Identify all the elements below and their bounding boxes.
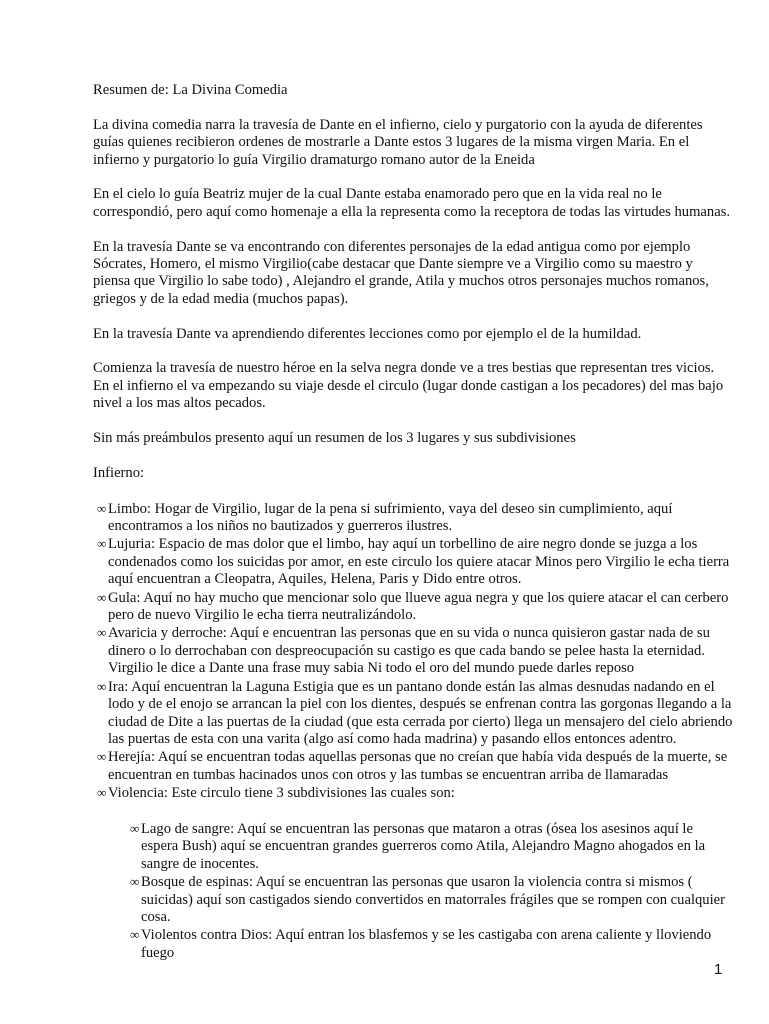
document-title: Resumen de: La Divina Comedia (93, 82, 288, 98)
paragraph-beatriz: En el cielo lo guía Beatriz mujer de la cual Dante estaba enamorado pero que en la vida real no le correspondió, pero aquí como homenaje a ella la representa como la receptora de todas las virtudes humanas. (93, 186, 731, 220)
infinity-bullet-icon: ∞ (97, 785, 107, 801)
paragraph-personajes: En la travesía Dante se va encontrando con diferentes personajes de la edad antigua como por ejemplo Sócrates, Homero, el mismo Virgilio(cabe destacar que Dante siempre ve a Virgilio como su maestro y piensa que Virgilio lo sabe todo) , Alejandro el grande, Atila y muchos otros personajes muchos romanos, griegos y de la edad media (muchos papas). (93, 238, 709, 307)
page-number: 1 (714, 961, 723, 978)
list-item-text: Limbo: Hogar de Virgilio, lugar de la pena si sufrimiento, vaya del deseo sin cumplimiento, aquí encontramos a los niños no bautizados y guerreros ilustres. (108, 500, 673, 535)
list-item-gula (97, 589, 733, 625)
infinity-bullet-icon: ∞ (97, 536, 107, 552)
list-item-text: Herejía: Aquí se encuentran todas aquellas personas que no creían que había vida después de la muerte, se encuentran en tumbas hacinados unos con otros y las tumbas se encuentran arriba de llamaradas (108, 749, 728, 783)
infinity-bullet-icon: ∞ (130, 820, 140, 836)
list-item-text: Avaricia y derroche: Aquí e encuentran las personas que en su vida o nunca quisieron gastar nada de su dinero o lo derrochaban con despreocupación su castigo es que cada bando se pelee hasta la eternidad. Virgilio le dice a Dante una frase muy sabia Ni todo el oro del mundo puede darles reposo (108, 625, 710, 677)
list-item-lago-de-sangre (130, 820, 733, 873)
infinity-bullet-icon: ∞ (130, 874, 140, 890)
list-item-lujuria (97, 535, 733, 588)
infinity-bullet-icon: ∞ (97, 500, 107, 516)
list-item-herejia (97, 748, 733, 784)
infinity-bullet-icon: ∞ (97, 678, 107, 694)
infinity-bullet-icon: ∞ (97, 625, 107, 641)
infinity-bullet-icon: ∞ (97, 589, 107, 605)
infinity-bullet-icon: ∞ (97, 749, 107, 765)
list-item-text: Lujuria: Espacio de mas dolor que el limbo, hay aquí un torbellino de aire negro donde se juzga a los condenados como los suicidas por amor, en este circulo los quiere atacar Minos pero Virgilio le echa tierra aquí encuentran a Cleopatra, Aquiles, Helena, Paris y Dido entre otros. (108, 536, 730, 588)
list-item-ira (97, 678, 733, 749)
list-item-avaricia (97, 624, 733, 677)
paragraph-intro: La divina comedia narra la travesía de Dante en el infierno, cielo y purgatorio con la ayuda de diferentes guías quienes recibieron ordenes de mostrarle a Dante estos 3 lugares de la misma virgen Maria. En el infierno y purgatorio lo guía Virgilio dramaturgo romano autor de la Eneida (93, 116, 703, 168)
list-item-violencia (97, 784, 733, 802)
violencia-list (130, 820, 733, 962)
list-item-text: Lago de sangre: Aquí se encuentran las personas que mataron a otras (ósea los asesinos aquí le espera Bush) aquí se encuentran grandes guerreros como Atila, Alejandro Magno ahogados en la sangre de inocentes. (141, 820, 706, 872)
paragraph-lecciones: En la travesía Dante va aprendiendo diferentes lecciones como por ejemplo el de la humildad. (93, 325, 642, 342)
list-item-text: Violencia: Este circulo tiene 3 subdivisiones las cuales son: (108, 785, 455, 802)
paragraph-preambulo: Sin más preámbulos presento aquí un resumen de los 3 lugares y sus subdivisiones (93, 430, 576, 447)
list-item-limbo (97, 500, 733, 536)
infinity-bullet-icon: ∞ (130, 927, 140, 943)
list-item-bosque-de-espinas (130, 873, 733, 926)
infierno-list (97, 500, 733, 803)
document-body (93, 82, 733, 962)
violencia-subdivisions (93, 820, 733, 962)
list-item-text: Violentos contra Dios: Aquí entran los blasfemos y se les castigaba con arena caliente y lloviendo fuego (141, 927, 712, 961)
paragraph-comienzo: Comienza la travesía de nuestro héroe en la selva negra donde ve a tres bestias que representan tres vicios. En el infierno el va empezando su viaje desde el circulo (lugar donde castigan a los pecadores) del mas bajo nivel a los mas altos pecados. (93, 360, 724, 412)
section-heading-infierno: Infierno: (93, 464, 145, 481)
list-item-text: Bosque de espinas: Aquí se encuentran las personas que usaron la violencia contra si mismos ( suicidas) aquí son castigados siendo convertidos en matorrales frágiles que se rompen con cualquier cosa. (141, 874, 725, 925)
list-item-text: Ira: Aquí encuentran la Laguna Estigia que es un pantano donde están las almas desnudas nadando en el lodo y de el enojo se arrancan la piel con los dientes, después se enfrenan contra las gorgonas llegando a la ciudad de Dite a las puertas de la ciudad (que esta cerrada por cierto) llega un mensajero del cielo abriendo las puertas de esta con una varita (algo así como hada madrina) y pasando ellos entonces adentro. (108, 678, 733, 747)
list-item-violentos-contra-dios (130, 926, 733, 962)
list-item-text: Gula: Aquí no hay mucho que mencionar solo que llueve agua negra y que los quiere atacar el can cerbero pero de nuevo Virgilio le echa tierra neutralizándolo. (108, 589, 729, 624)
